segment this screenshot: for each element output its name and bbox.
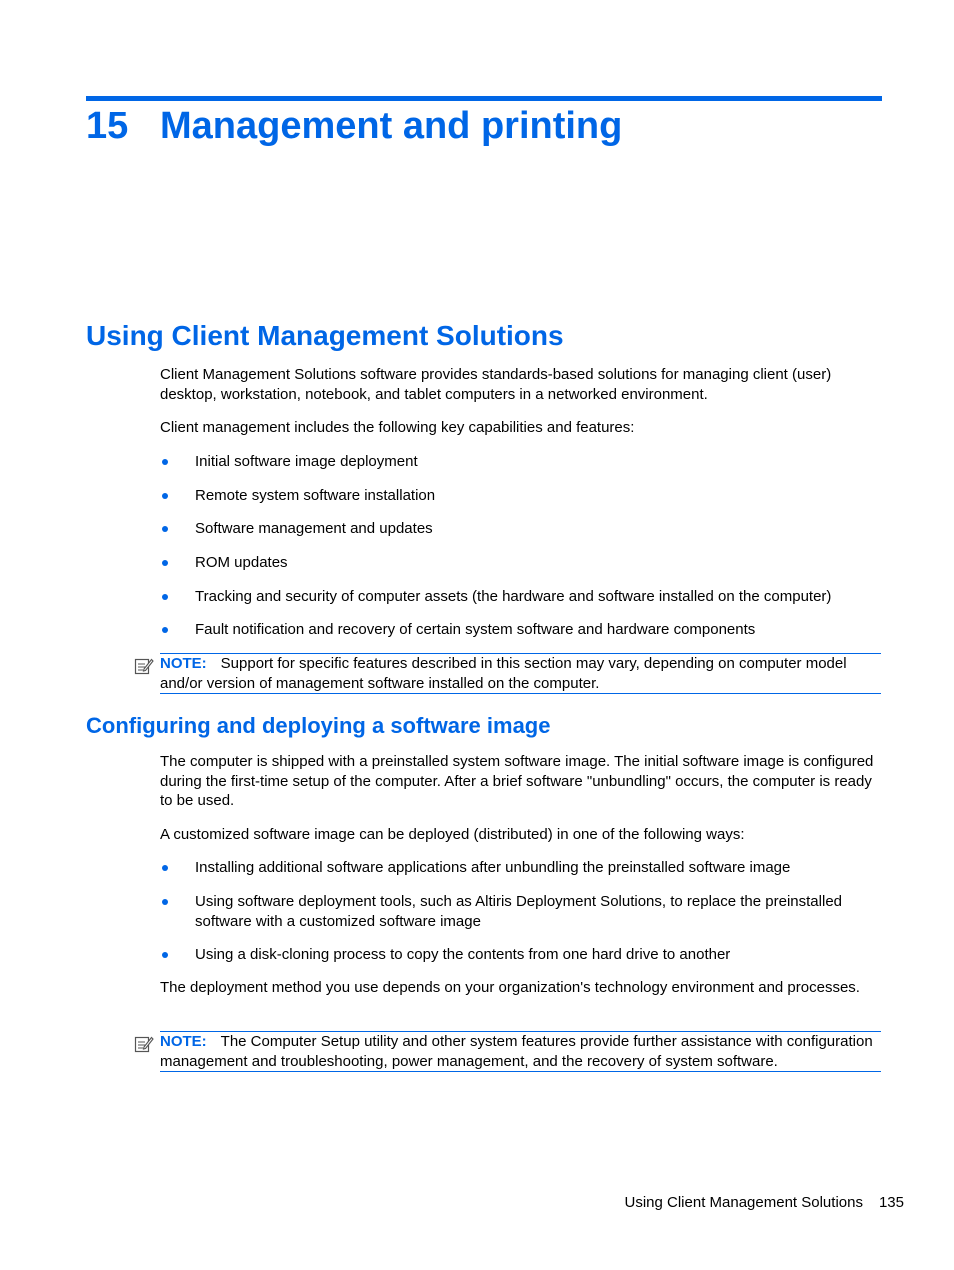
section-title-configuring-image: Configuring and deploying a software image (86, 713, 551, 738)
note-text: NOTE: The Computer Setup utility and other system features provide further assistance with configuration management and troubleshooting, power management, and the recovery of system software. (160, 1033, 873, 1070)
bullet-icon (162, 493, 168, 499)
section1-intro: Client Management Solutions software provides standards-based solutions for managing client (user) desktop, workstation, notebook, and tablet computers in a networked environment. (160, 366, 832, 403)
section2-paragraph-1: The computer is shipped with a preinstalled system software image. The initial software image is configured during the first-time setup of the computer. After a brief software "unbundling" occurs, the computer is ready to be used. (160, 753, 874, 809)
bullet-icon (162, 560, 168, 566)
section1-lead: Client management includes the following key capabilities and features: (160, 419, 635, 436)
section-title-client-management: Using Client Management Solutions (86, 320, 564, 351)
section2-paragraph-2: A customized software image can be deployed (distributed) in one of the following ways: (160, 826, 745, 843)
bullet-icon (162, 459, 168, 465)
bullet-icon (162, 526, 168, 532)
bullet-icon (162, 952, 168, 958)
note-box-2 (160, 1031, 881, 1072)
chapter-heading (86, 102, 622, 150)
note-pencil-icon (134, 656, 154, 676)
bullet-icon (162, 865, 168, 871)
chapter-title: Management and printing (160, 105, 623, 147)
page-number: 135 (878, 1194, 904, 1211)
bullet-icon (162, 594, 168, 600)
page-footer (625, 1193, 905, 1212)
bullet-icon (162, 627, 168, 633)
note-pencil-icon (134, 1034, 154, 1054)
note-text: NOTE: Support for specific features described in this section may vary, depending on computer model and/or version of management software installed on the computer. (160, 655, 847, 692)
note-label: NOTE: (160, 1033, 207, 1050)
note-box-1 (160, 653, 881, 694)
bullet-icon (162, 899, 168, 905)
chapter-rule (86, 96, 882, 101)
footer-section-title: Using Client Management Solutions (624, 1194, 863, 1211)
note-label: NOTE: (160, 655, 207, 672)
document-page: 15 Management and printing Using Client Management Solutions Client Management Solutions software provides standards-based solutions for managing client (user) desktop, workstation, notebook, and tablet computers in a networked environment. Client management includes the following key capabilities and features: Initial software image deployment Remote system software installation Software management and updates ROM updates Tracking and security of computer assets (the hardware and software installed on the computer) Fault notification and recovery of certain system software and hardware components NOTE: Support for specific features described in this section may vary, depending on computer model and/or version of management software installed on the computer. Configuring and deploying a software image The computer is shipped with a preinstalled system software image. The initial software image is configured during the first-time setup of the computer. After a brief software "unbundling" occurs, the computer is ready to be used. A customized software image can be deployed (distributed) in one of the following ways: Installing additional software applications after unbundling the preinstalled software image Using software deployment tools, such as Altiris Deployment Solutions, to replace the preinstalled software with a customized software image Using a disk-cloning process to copy the contents from one hard drive to another The deployment method you use depends on your organization's technology environment and processes. NOTE: The Computer Setup utility and other system features provide further assistance with configuration management and troubleshooting, power management, and the recovery of system software. Using Client Management Solutions 135 (0, 0, 954, 1270)
section2-paragraph-3: The deployment method you use depends on your organization's technology environment and processes. (160, 979, 860, 996)
chapter-number: 15 (86, 105, 129, 147)
